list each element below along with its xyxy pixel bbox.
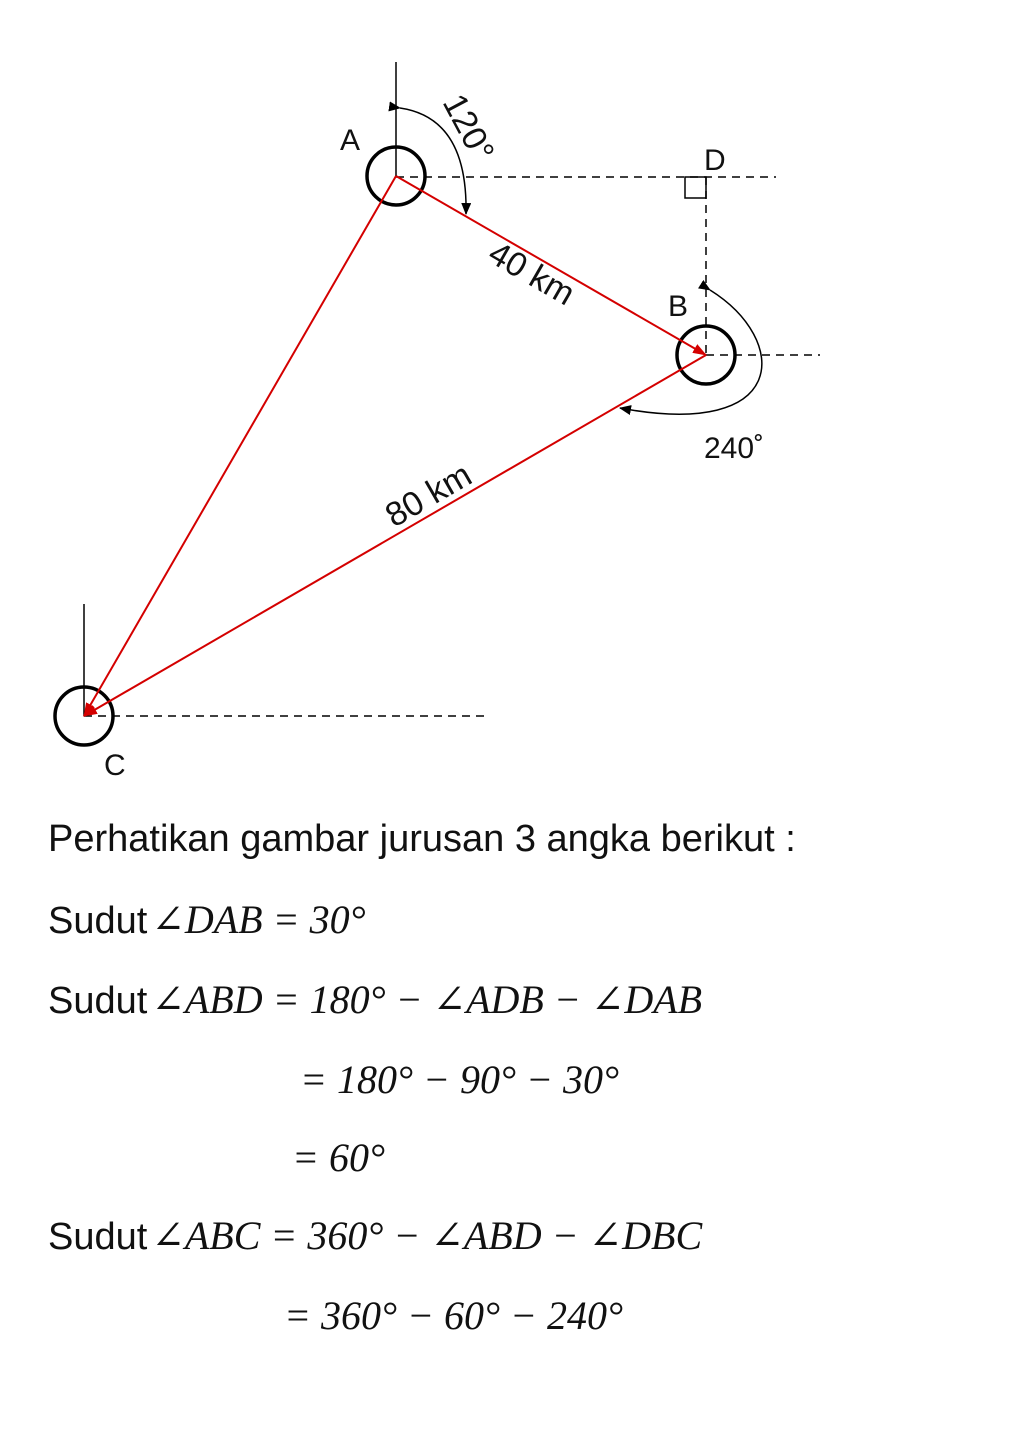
solution-line-4: [292, 1134, 385, 1181]
distance-label-bc: 80 km: [379, 455, 479, 535]
line1-prefix: Sudut: [48, 900, 148, 942]
line2-expr: ∠ABD = 180° − ∠ADB − ∠DAB: [151, 977, 703, 1022]
line1-expr: ∠DAB = 30°: [151, 897, 366, 942]
point-label-d: D: [704, 144, 726, 177]
distance-label-ab: 40 km: [482, 234, 582, 314]
solution-line-5: [48, 1212, 702, 1259]
solution-line-3: [300, 1056, 619, 1103]
line5-expr: ∠ABC = 360° − ∠ABD − ∠DBC: [151, 1213, 703, 1258]
solution-line-6: [284, 1292, 623, 1339]
solution-line-2: [48, 976, 702, 1023]
line2-prefix: Sudut: [48, 980, 148, 1022]
line4-expr: = 60°: [292, 1135, 385, 1180]
right-angle-marker: [685, 177, 706, 198]
line5-prefix: Sudut: [48, 1216, 148, 1258]
line6-expr: = 360° − 60° − 240°: [284, 1293, 623, 1338]
path-b-to-c: [84, 355, 706, 716]
intro-text: Perhatikan gambar jurusan 3 angka berikut :: [48, 818, 796, 860]
point-label-a: A: [340, 124, 361, 157]
point-label-b: B: [668, 290, 689, 323]
bearing-arc-b: [620, 290, 762, 414]
path-a-to-c: [84, 176, 396, 716]
point-label-c: C: [104, 749, 126, 782]
angle-label-240: 240˚: [704, 432, 765, 465]
solution-line-1: [48, 896, 366, 943]
line3-expr: = 180° − 90° − 30°: [300, 1057, 619, 1102]
angle-label-120: 120°: [434, 87, 502, 168]
